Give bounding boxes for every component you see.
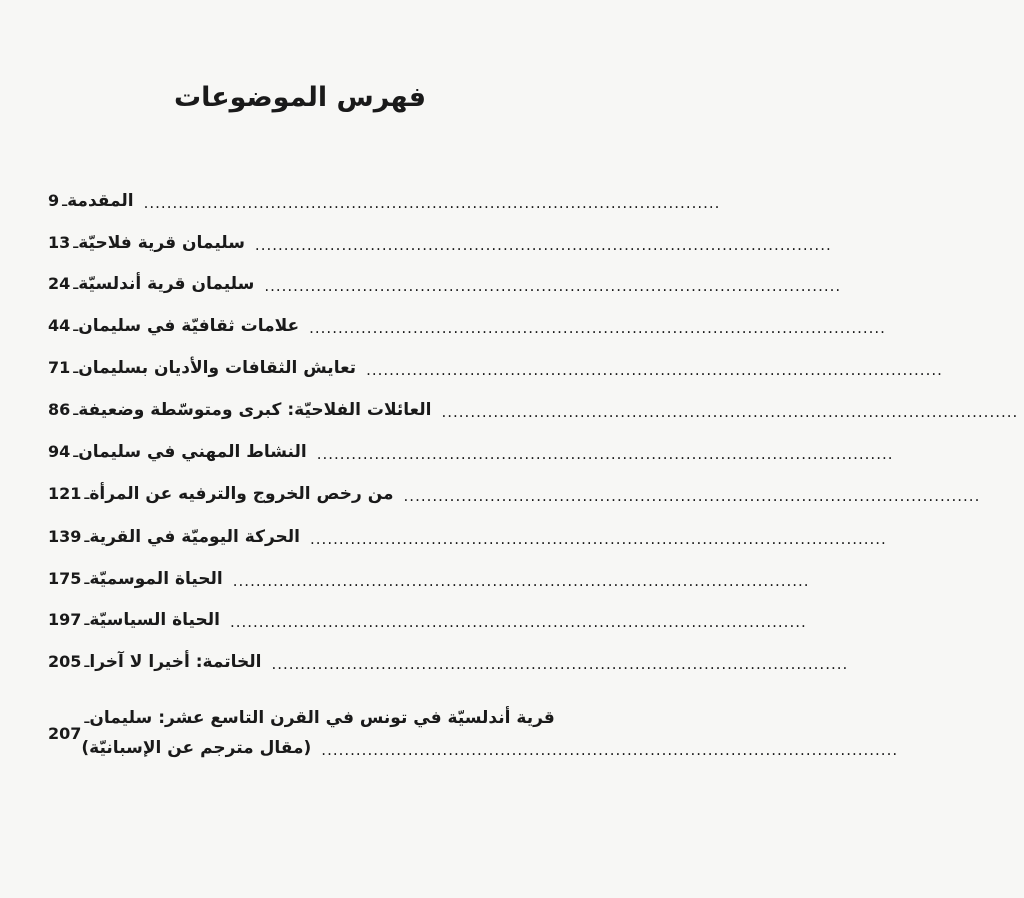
entry-bullet: ـ: [73, 274, 79, 294]
dot-leader: ....................................................................................................: [254, 236, 832, 254]
dot-leader: ....................................................................................................: [403, 487, 981, 505]
dot-leader: ....................................................................................................: [264, 277, 842, 295]
dot-leader: ....................................................................................................: [232, 572, 810, 590]
page-number: 121: [48, 484, 82, 503]
page-number: 205: [48, 652, 82, 671]
toc-entry: [70, 395, 1024, 425]
entry-bullet: ـ: [84, 527, 90, 547]
entry-bullet: ـ: [73, 442, 79, 462]
entry-bullet: ـ: [84, 708, 90, 728]
entry-title: الحياة الموسميّة: [89, 569, 223, 589]
page-number: 44: [48, 316, 71, 335]
entry-bullet: ـ: [84, 610, 90, 630]
toc-row: [48, 395, 1019, 425]
toc-row: [48, 353, 943, 383]
entry-title: تعايش الثقافات والأديان بسليمان: [78, 358, 357, 378]
entry-bullet: ـ: [62, 191, 68, 211]
toc-entry: [81, 479, 986, 509]
toc-row: [48, 479, 981, 509]
page-number: 207: [48, 724, 82, 743]
dot-leader: ....................................................................................................: [271, 655, 849, 673]
toc-row: [48, 311, 886, 341]
page-number: 13: [48, 233, 71, 252]
toc-entry: [70, 437, 899, 467]
toc-entry: [70, 311, 892, 341]
entry-line-2: [81, 733, 904, 763]
dot-leader: ....................................................................................................: [143, 194, 721, 212]
toc-row: [48, 564, 810, 594]
toc-entry: [81, 703, 904, 763]
entry-title: من رخص الخروج والترفيه عن المرأة: [89, 484, 394, 504]
page-number: 24: [48, 274, 71, 293]
toc-entry: [81, 564, 815, 594]
page-number: 9: [48, 191, 60, 210]
entry-bullet: ـ: [73, 233, 79, 253]
dot-leader: ....................................................................................................: [310, 530, 887, 548]
toc-entry: [81, 605, 812, 635]
entry-title-line-2: (مقال مترجم عن الإسبانيّة): [81, 738, 312, 758]
toc-entry: [81, 647, 854, 677]
dot-leader: ....................................................................................................: [321, 741, 899, 759]
entry-line-1: [81, 703, 904, 733]
dot-leader: ....................................................................................................: [441, 403, 1019, 421]
dot-leader: ....................................................................................................: [366, 361, 943, 379]
page-number: 94: [48, 442, 71, 461]
toc-entry: [70, 269, 847, 299]
toc-entry: [59, 186, 726, 216]
toc-row-multiline: [48, 693, 899, 763]
dot-leader: ....................................................................................................: [229, 613, 807, 631]
toc-row: [48, 522, 887, 552]
dot-leader: ....................................................................................................: [309, 319, 886, 337]
entry-bullet: ـ: [84, 652, 90, 672]
entry-title: سليمان قرية فلاحيّة: [78, 233, 245, 253]
entry-title-line-1: قرية أندلسيّة في تونس في القرن التاسع عشر: سليمان: [89, 708, 555, 728]
page-number: 86: [48, 400, 71, 419]
entry-title: النشاط المهني في سليمان: [78, 442, 307, 462]
page-number: 197: [48, 610, 82, 629]
entry-title: الحركة اليوميّة في القرية: [89, 527, 301, 547]
toc-row: [48, 647, 849, 677]
toc-entry: [81, 522, 892, 552]
entry-title: الحياة السياسيّة: [89, 610, 220, 630]
page-number: 139: [48, 527, 82, 546]
toc-row: [48, 186, 721, 216]
toc-entry: [70, 228, 837, 258]
dot-leader: ....................................................................................................: [316, 445, 894, 463]
entry-bullet: ـ: [73, 358, 79, 378]
entry-bullet: ـ: [73, 400, 79, 420]
entry-title: المقدمة: [67, 191, 134, 211]
entry-title: الخاتمة: أخيرا لا آخرا: [89, 652, 262, 672]
entry-bullet: ـ: [84, 569, 90, 589]
toc-entry: [70, 353, 949, 383]
page-number: 175: [48, 569, 82, 588]
page-title: فهرس الموضوعات: [173, 82, 427, 113]
page-number: 71: [48, 358, 71, 377]
entry-title: العائلات الفلاحيّة: كبرى ومتوسّطة وضعيفة: [78, 400, 432, 420]
entry-bullet: ـ: [84, 484, 90, 504]
entry-bullet: ـ: [73, 316, 79, 336]
toc-row: [48, 228, 832, 258]
toc-row: [48, 605, 807, 635]
toc-row: [48, 269, 842, 299]
entry-title: سليمان قرية أندلسيّة: [78, 274, 255, 294]
entry-title: علامات ثقافيّة في سليمان: [78, 316, 300, 336]
toc-row: [48, 437, 894, 467]
